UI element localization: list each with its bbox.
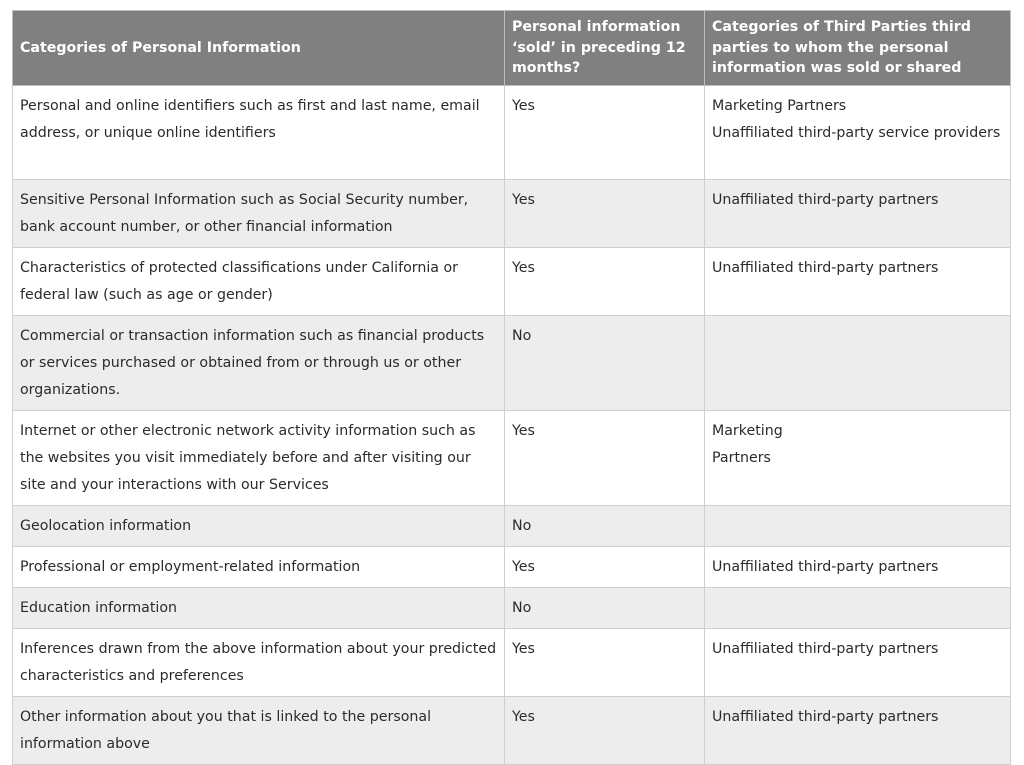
sold-cell: No (505, 315, 705, 410)
third-party-item: Unaffiliated third-party partners (712, 191, 939, 208)
table-row (13, 410, 1011, 505)
sold-cell: Yes (505, 85, 705, 179)
sold-cell: Yes (505, 410, 705, 505)
table-row (13, 315, 1011, 410)
table-row (13, 247, 1011, 315)
category-cell: Education information (13, 587, 505, 628)
third-party-item: Marketing (712, 422, 783, 439)
table-header (13, 11, 1011, 86)
sold-cell: Yes (505, 696, 705, 764)
third-party-item: Unaffiliated third-party partners (712, 640, 939, 657)
third-party-item: Partners (712, 449, 771, 466)
table-row (13, 696, 1011, 764)
category-cell: Personal and online identifiers such as first and last name, email address, or unique online identifiers (13, 85, 505, 179)
sold-cell: Yes (505, 546, 705, 587)
sold-cell: No (505, 587, 705, 628)
table-row (13, 85, 1011, 179)
third-parties-cell (705, 315, 1011, 410)
personal-information-table (12, 10, 1011, 765)
category-cell: Commercial or transaction information such as financial products or services purchased or obtained from or through us or other organizations. (13, 315, 505, 410)
table-row (13, 505, 1011, 546)
sold-cell: No (505, 505, 705, 546)
third-parties-cell (705, 587, 1011, 628)
category-cell: Characteristics of protected classifications under California or federal law (such as age or gender) (13, 247, 505, 315)
table-row (13, 587, 1011, 628)
third-party-item: Unaffiliated third-party partners (712, 708, 939, 725)
third-parties-cell (705, 179, 1011, 247)
sold-cell: Yes (505, 628, 705, 696)
third-party-item: Unaffiliated third-party partners (712, 259, 939, 276)
third-parties-cell (705, 410, 1011, 505)
third-party-item: Marketing Partners (712, 97, 847, 114)
table-body (13, 85, 1011, 764)
third-parties-cell (705, 85, 1011, 179)
third-party-item: Unaffiliated third-party service providers (712, 124, 1001, 141)
category-cell: Inferences drawn from the above information about your predicted characteristics and preferences (13, 628, 505, 696)
category-cell: Geolocation information (13, 505, 505, 546)
category-cell: Sensitive Personal Information such as Social Security number, bank account number, or other financial information (13, 179, 505, 247)
third-party-item: Unaffiliated third-party partners (712, 558, 939, 575)
third-parties-cell (705, 247, 1011, 315)
category-cell: Other information about you that is linked to the personal information above (13, 696, 505, 764)
third-parties-cell (705, 546, 1011, 587)
header-row (13, 11, 1011, 86)
sold-cell: Yes (505, 179, 705, 247)
third-parties-cell (705, 505, 1011, 546)
category-cell: Professional or employment-related information (13, 546, 505, 587)
third-parties-cell (705, 628, 1011, 696)
header-sold: Personal information ‘sold’ in preceding 12 months? (505, 11, 705, 86)
table-row (13, 546, 1011, 587)
table-row (13, 628, 1011, 696)
third-parties-cell (705, 696, 1011, 764)
category-cell: Internet or other electronic network activity information such as the websites you visit immediately before and after visiting our site and your interactions with our Services (13, 410, 505, 505)
header-category: Categories of Personal Information (13, 11, 505, 86)
table-row (13, 179, 1011, 247)
sold-cell: Yes (505, 247, 705, 315)
header-third-parties: Categories of Third Parties third parties to whom the personal information was sold or shared (705, 11, 1011, 86)
